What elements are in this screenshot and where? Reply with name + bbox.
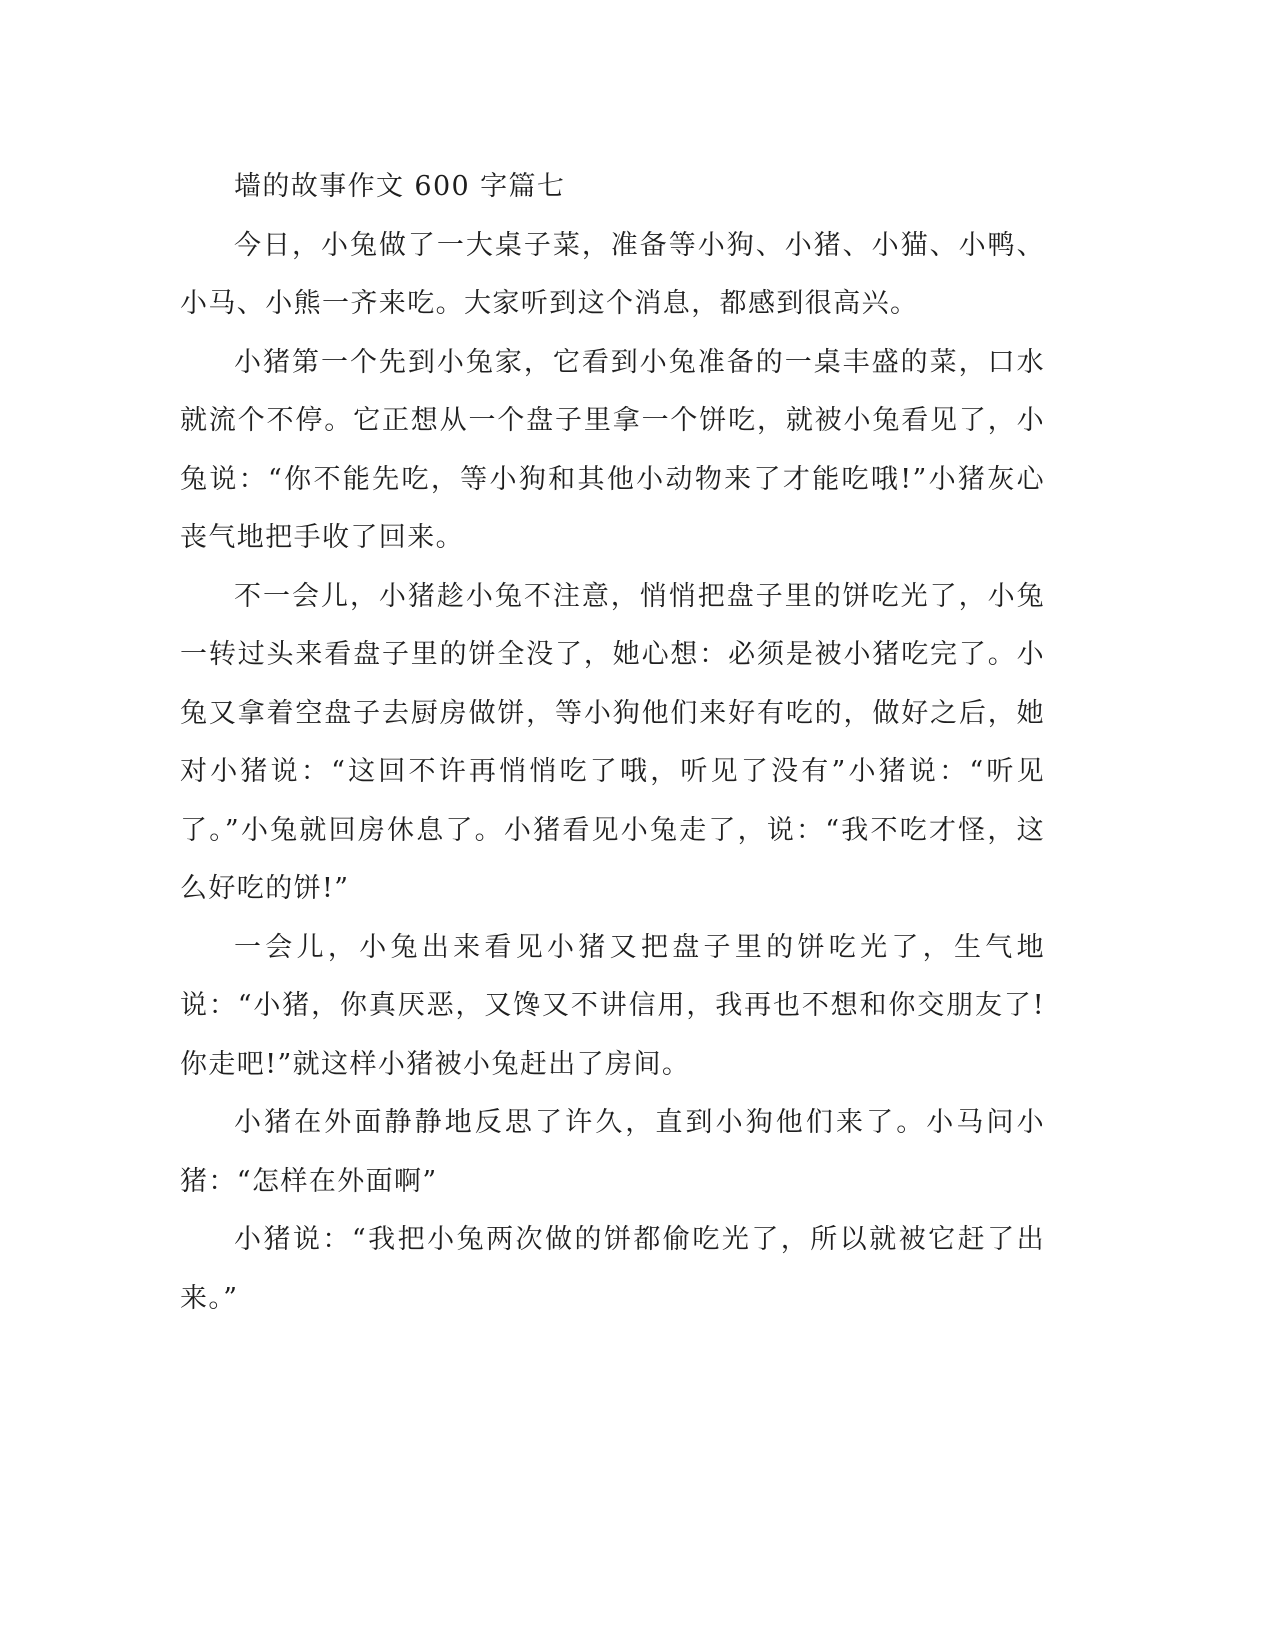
paragraph: 今日，小兔做了一大桌子菜，准备等小狗、小猪、小猫、小鸭、小马、小熊一齐来吃。大家听到这个消息，都感到很高兴。	[180, 229, 1045, 319]
document-body	[180, 158, 1045, 1328]
paragraph: 小猪在外面静静地反思了许久，直到小狗他们来了。小马问小猪：“怎样在外面啊”	[180, 1107, 1045, 1197]
paragraph: 小猪第一个先到小兔家，它看到小兔准备的一桌丰盛的菜，口水就流个不停。它正想从一个盘子里拿一个饼吃，就被小兔看见了，小兔说：“你不能先吃，等小狗和其他小动物来了才能吃哦!”小猪灰心丧气地把手收了回来。	[180, 346, 1045, 553]
paragraph: 一会儿，小兔出来看见小猪又把盘子里的饼吃光了，生气地说：“小猪，你真厌恶，又馋又不讲信用，我再也不想和你交朋友了!你走吧!”就这样小猪被小兔赶出了房间。	[180, 931, 1045, 1080]
paragraph: 小猪说：“我把小兔两次做的饼都偷吃光了，所以就被它赶了出来。”	[180, 1224, 1045, 1314]
paragraph: 不一会儿，小猪趁小兔不注意，悄悄把盘子里的饼吃光了，小兔一转过头来看盘子里的饼全没了，她心想：必须是被小猪吃完了。小兔又拿着空盘子去厨房做饼，等小狗他们来好有吃的，做好之后，她对小猪说：“这回不许再悄悄吃了哦，听见了没有”小猪说：“听见了。”小兔就回房休息了。小猪看见小兔走了，说：“我不吃才怪，这么好吃的饼!”	[180, 580, 1045, 904]
essay-title: 墙的故事作文 600 字篇七	[234, 171, 566, 202]
